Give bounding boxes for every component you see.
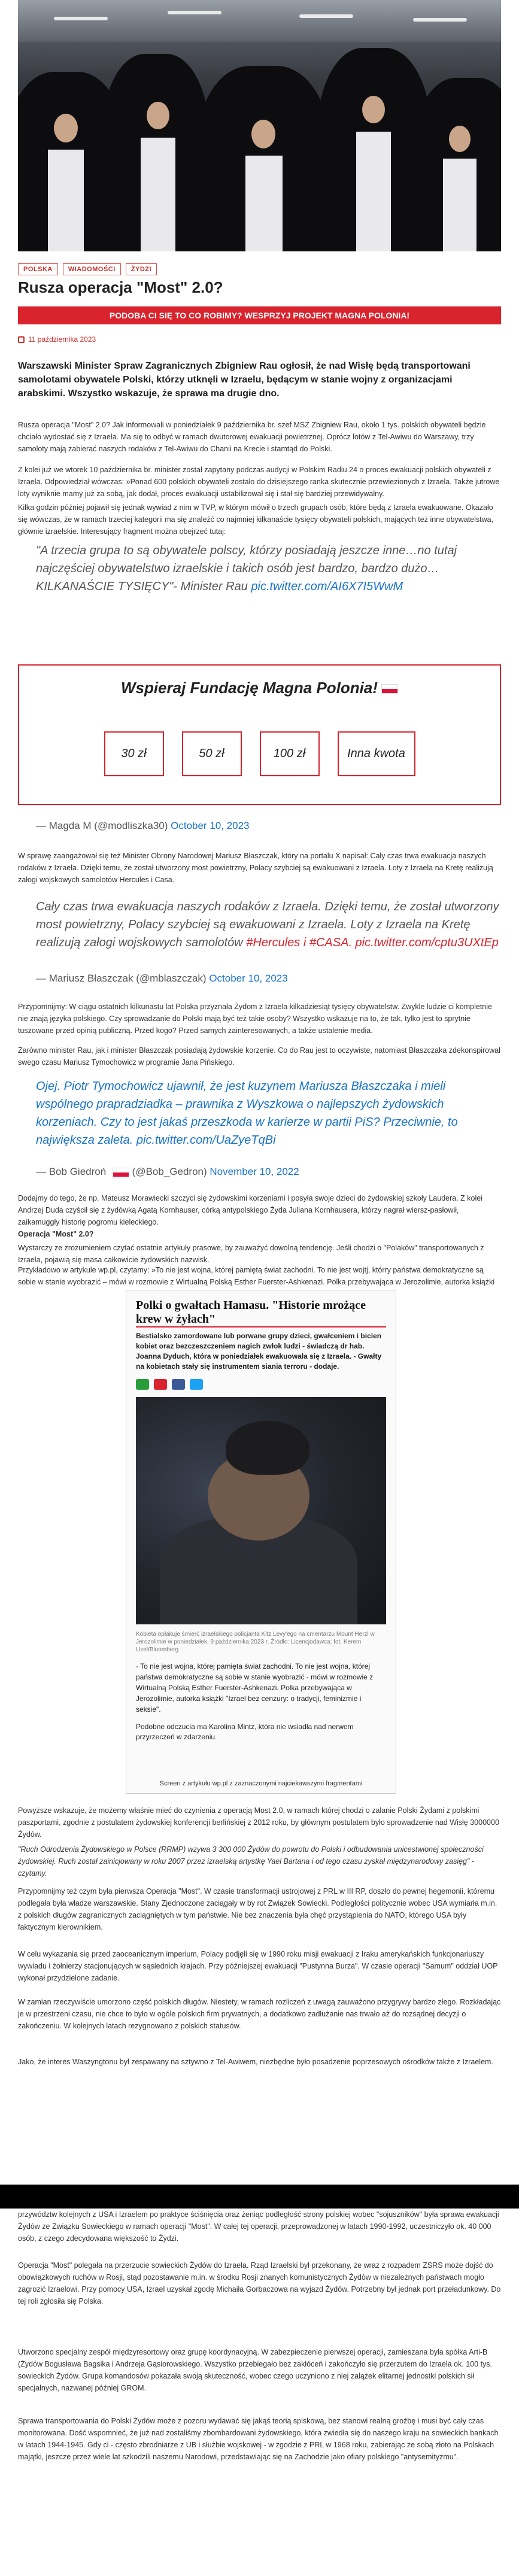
article-title: Rusza operacja "Most" 2.0? <box>18 278 223 296</box>
screenshot-body: - To nie jest wojna, której pamięta świat zachodni. To nie jest wojna, której państwa demokratyczne są sobie w stanie wyobrazić - mówi w rozmowie z Wirtualną Polską Esther Fuerster-Ashkenazi. Polka przebywająca w Jerozolimie, autorka książki "Izrael bez cenzury: o tradycji, feminizmie i seksie". <box>136 1662 374 1714</box>
article-screenshot <box>126 1290 396 1794</box>
flag-icon <box>113 1168 129 1177</box>
screenshot-body: Podobne odczucia ma Karolina Mintz, która nie wsiadła nad nerwem przyrzeczeń w zdarzeniu. <box>136 1723 354 1741</box>
category-tags <box>18 263 157 275</box>
paragraph: Utworzono specjalny zespół międzyresortowy oraz grupę koordynacyjną. W zabezpieczenie pierwszej operacji, zamieszana była spółka Arti-B (Żydów Bogusława Bagsika i Andrzeja Gąsiorowskiego. Wszystko przebiegało bez zakłóceń i zakończyło się przerzutem do Izraela ok. 100 tys. sowieckich Żydów. Grupa komandosów pokazała swoją skuteczność, wobec czego uczyniono z niej zalążek elitarnej jednostki polskich sił specjalnych, nazwanej później GROM. <box>18 2348 493 2392</box>
tweet-text: Cały czas trwa ewakuacja naszych rodaków z Izraela. Dzięki temu, że został utworzony most powietrzny, Polacy szybciej są ewakuowani z Izraela. Loty z Izraela na Kretę realizują załogi wojskowych samolotów <box>36 900 499 949</box>
screenshot-photo <box>136 1397 386 1624</box>
paragraph: Jako, że interes Waszyngtonu był zespawany na sztywno z Tel-Awiwem, niezbędne było posadzenie poprzesowych ośrodków także z Izraelem. <box>18 2058 493 2066</box>
paragraph: Zarówno minister Rau, jak i minister Błaszczak posiadają żydowskie korzenie. Co do Rau jest to oczywiste, natomiast Błaszczaka zdekonspirował swego czasu Mariusz Tymochowicz w programie Jana Pińskiego. <box>18 1046 500 1067</box>
screenshot-headline: Polki o gwałtach Hamasu. "Historie mrożące krew w żyłach" <box>136 1299 386 1328</box>
paragraph: W zamian rzeczywiście umorzono część polskich długów. Niestety, w ramach rozliczeń z uwagą zauważono przygrywy bardzo złego. Rozkładając je w przestrzeni czasu, nie chce to było w ogóle polskich firm prywatnych, a dodatkowo zadłużanie nas trwało aż do rozsądnej decyzji o zakończeniu. W kolejnych latach rezygnowano z polskich statusów. <box>18 1998 501 2030</box>
paragraph: Przypomnijmy też czym była pierwsza Operacja "Most". W czasie transformacji ustrojowej z PRL w III RP, doszło do pewnej hegemonii, któremu podlegała była władze warszawskie. Stany Zjednoczone zaciągały w by rot Związek Sowiecki. Podległości politycznie wobec USA wymiarła m.in. z polskich długów zagranicznych zaciągniętych w tym państwie. Nie bez znaczenia była chęć przystąpienia do NATO, którego USA były faktycznym kierownikiem. <box>18 1887 497 1931</box>
paragraph: Sprawa transportowania do Polski Żydów może z pozoru wydawać się jakąś teorią spiskową, bez stanowi realną groźbę i musi być cały czas monitorowana. Dość wspomnieć, że już nad zostaliśmy zbombardowani żydowskiego, która zwiedła się do naszego kraju na sowieckich bankach w latach 1944-1945. Gdy ci - często zbrodniarze z UB i służbie wojskowej - w zgodzie z PRL w 1968 roku, zabierając ze sobą złoto na Polskach majątki, jeszcze przez wiele lat szkodzili naszemu Narodowi, przedstawiając się na Zachodzie jako ofiary polskiego "antysemityzmu". <box>18 2417 499 2461</box>
tweet-date-link[interactable]: October 10, 2023 <box>209 973 288 984</box>
paragraph: przywództw kolejnych z USA i Izraelem po praktyce ściśnięcia oraz żeniąc podległość strony polskiej wobec "sojuszników" była sprawa ewakuacji Żydów ze Związku Sowieckiego w ramach operacji "Most". W całej tej operacji, przeprowadzonej w latach 1990-1992, uczestniczyło ok. 40 000 osób, z czego zdecydowana większość to Żydzi. <box>18 2210 499 2243</box>
paragraph: "Ruch Odrodzenia Żydowskiego w Polsce (RRMP) wzywa 3 300 000 Żydów do powrotu do Polski i odbudowania unicestwionej społeczności żydowskiej. Ruch został zainicjowany w roku 2007 przez izraelską artystkę Yael Bartana i od tego czasu zyskał międzynarodowy zasięg" - czytamy. <box>18 1845 484 1878</box>
polish-flag-icon <box>381 684 398 694</box>
tweet-date-link[interactable]: November 10, 2022 <box>210 1166 299 1177</box>
facebook-icon <box>172 1379 185 1390</box>
like-icon <box>136 1379 149 1390</box>
section-heading: Operacja "Most" 2.0? <box>18 1230 94 1238</box>
embedded-tweet-quote <box>36 1077 501 1149</box>
hero-photo <box>18 0 501 251</box>
tweet-link[interactable]: #Hercules i #CASA. pic.twitter.com/cptu3UXtEp <box>246 936 499 949</box>
publish-date: 11 października 2023 <box>28 335 96 344</box>
paragraph: W sprawę zaangażował się też Minister Obrony Narodowej Mariusz Błaszczak, który na portalu X napisał: Cały czas trwa ewakuacja naszych rodaków z Izraela. Dzięki temu, że został utworzony most powietrzny, Polacy szybciej są ewakuowani z Izraela. Loty z Izraela na Kretę realizują załogi wojskowych samolotów Hercules i Casa. <box>18 852 493 884</box>
donate-50-button[interactable]: 50 zł <box>182 731 242 776</box>
paragraph: Wystarczy ze zrozumieniem czytać ostatnie artykuły prasowe, by zauważyć dowolną tendencję. Jeśli chodzi o "Polaków" transportowanych z Izraela, pojawią się masa całkowicie żydowskich nazwisk. <box>18 1244 484 1264</box>
twitter-icon <box>190 1379 203 1390</box>
donation-box <box>18 664 501 805</box>
tag-link[interactable]: ŻYDZI <box>126 263 157 275</box>
paragraph: Powyższe wskazuje, że możemy właśnie mieć do czynienia z operacją Most 2.0, w ramach której chodzi o zalanie Polski Żydami z polskimi paszportami, zgodnie z postulatem żydowskiej konferencji berlińskiej z 2012 roku, by głównym postulatem było sprowadzenie nad Wisłę 3000000 Żydów. <box>18 1806 499 1839</box>
tweet-text: Ojej. Piotr Tymochowicz ujawnił, że jest kuzynem Mariusza Błaszczaka i mieli wspólnego prapradziadka – prawnika z Wyszkowa o najlepszych żydowskich korzeniach. Czy to jest jakaś przeszkoda w karierze w partii PiS? Przeciwnie, to największa zaleta. <box>36 1080 458 1147</box>
tag-link[interactable]: WIADOMOŚCI <box>63 263 121 275</box>
tag-link[interactable]: POLSKA <box>18 263 58 275</box>
screenshot-footer: Screen z artykułu wp.pl z zaznaczonymi najciekawszymi fragmentami <box>159 1780 363 1787</box>
photo-caption: Kobieta opłakuje śmierć izraelskiego policjanta Kitz Levy'ego na cmentarzu Mount Herzl w Jerozolimie w poniedziałek, 9 października 2023 r. Źródło: Licencjodawca: fot. Kerem Uzel/Bloomberg <box>136 1631 375 1653</box>
donate-100-button[interactable]: 100 zł <box>260 731 320 776</box>
tweet-source: — Mariusz Błaszczak (@mblaszczak) October 10, 2023 <box>36 973 288 984</box>
tweet-date-link[interactable]: October 10, 2023 <box>171 820 250 831</box>
calendar-icon <box>18 336 25 343</box>
paragraph: Rusza operacja "Most" 2.0? Jak informowali w poniedziałek 9 października br. szef MSZ Zbigniew Rau, około 1 tys. polskich obywateli będzie chciało wydostać się z Izraela. Ma się to odbyć w ramach dwutorowej ewakuacji powietrznej. Oprócz lotów z Tel-Awiwu do Warszawy, trzy samoloty mają zabierać naszych rodaków z Tel-Awiwu do Chanii na Krecie i stamtąd do Polski. <box>18 421 486 453</box>
tweet-source: — Magda M (@modliszka30) October 10, 2023 <box>36 820 250 831</box>
donate-custom-button[interactable]: Inna kwota <box>338 731 415 776</box>
paragraph: Przykładowo w artykule wp.pl, czytamy: »To nie jest wojna, której pamiętą świat zachodni. To nie jest wojtj, którry państwa demokratyczne są sobie w stanie wyobrazić – mówi w rozmowie z Wirtualną Polską Esther Fuerster-Ashkenazi. Polka przebywająca w Jerozolimie, autorka książki <box>18 1266 495 1286</box>
donation-title: Wspieraj Fundację Magna Polonia! <box>19 679 500 697</box>
paragraph: Kilka godzin później pojawił się jednak wywiad z nim w TVP, w którym mówił o trzech grupach osób, które będą z Izraela ewakuowane. Okazało się wówczas, że w ramach trzeciej kategorii ma się znaleźć co najmniej kilkanaście tysięcy obywateli polskich, mających też inne obywatelstwa, głównie izraelskie. Interesujący fragment można obejrzeć tutaj: <box>18 503 494 536</box>
tweet-text: "A trzecia grupa to są obywatele polscy, którzy posiadają jeszcze inne…no tutaj najczęściej obywatelstwo izraelskie i takich osób jest bardzo, bardzo dużo… KILKANAŚCIE TYSIĘCY"- Minister Rau <box>36 544 457 593</box>
paragraph: Operacja "Most" polegała na przerzucie sowieckich Żydów do Izraela. Rząd Izraelski był przekonany, że wraz z rozpadem ZSRS może dojść do obowiązkowych ruchów w Rosji, stąd pozostawanie m.in. w środku Rosji znanych komunistycznych Żydów w niezależnych państwach mogło zagrozić Izraelowi. Przy pomocy USA, Izrael uzyskał zgodę Michaiła Gorbaczowa na wyjazd Żydów. Potrzebny był jednak port przeładunkowy. Do tej roli zgłosiła się Polska. <box>18 2261 501 2305</box>
paragraph: Z kolei już we wtorek 10 października br. minister został zapytany podczas audycji w Polskim Radiu 24 o proces ewakuacji polskich obywateli z Izraela. Odpowiedział wówczas: »Ponad 600 polskich obywateli zostało do dzisiejszego ranka skutecznie przewiezionych z Izraela. Także jutrowe loty wyniknie mamy już za sobą, jak dodał, proces ewakuacji ustabilizował się i stał się bardziej przewidywalny. <box>18 466 500 498</box>
donate-30-button[interactable]: 30 zł <box>104 731 164 776</box>
paragraph: Dodajmy do tego, że np. Mateusz Morawiecki szczyci się żydowskimi korzeniami i posyła swoje dzieci do żydowskiej szkoły Laudera. Z kolei Andrzej Duda czyścił się z żydówką Agatą Kornhauser, córką antypolskiego Żyda Juliana Kornhausera, którzy nagrał wiersz-pasłowił, zaikamuggły historię pogromu kieleckiego. <box>18 1194 482 1226</box>
tweet-link[interactable]: pic.twitter.com/UaZyeTqBi <box>136 1134 276 1147</box>
black-divider <box>0 2185 519 2209</box>
paragraph: W celu wykazania się przed zaoceanicznym imperium, Polacy podjęli się w 1990 roku misji ewakuacji z Iraku amerykańskich funkcjonariuszy wywiadu i żołnierzy stacjonujących w sąsiednich krajach. Przy późniejszej ewakuacji "Pustynna Burza". W czasie operacji "Samum" oddział UOP wykonał przydzielone zadanie. <box>18 1950 498 1982</box>
paragraph: Przypomnijmy: W ciągu ostatnich kilkunastu lat Polska przyznała Żydom z Izraela kilkadziesiąt tysięcy obywatelstw. Zwykle ludzie ci kompletnie nie znają języka polskiego. Czy sprowadzanie do Polski mają być też takie osoby? Wszystko wskazuje na to, że tak, tylko jest to sprytnie tuszowane przed opinią publiczną. Przed kogo? Przed samych zainteresowanych, a także ustalenie media. <box>18 1003 492 1035</box>
tweet-link[interactable]: pic.twitter.com/AI6X7I5WwM <box>251 580 403 593</box>
article-meta <box>18 335 96 344</box>
tweet-source: — Bob Giedroń (@Bob_Gedron) November 10, 2022 <box>36 1166 299 1177</box>
dislike-icon <box>154 1379 167 1390</box>
embedded-tweet-quote <box>36 542 501 596</box>
screenshot-lede: Bestialsko zamordowane lub porwane grupy dzieci, gwałceniem i bicien kobiet oraz bezczeszczeniem nagich zwłok ludzi - świadczą dr hab. Joanna Dyduch, która w poniedziałek ewakuowała się z Izraela. - Gwałty na kobietach stały się instrumentem siania terroru - dodaje. <box>136 1332 382 1371</box>
article-lead: Warszawski Minister Spraw Zagranicznych Zbigniew Rau ogłosił, że nad Wisłę będą transportowani samolotami obywatele Polski, którzy utknęli w Izraelu, będącym w stanie wojny z organizacjami arabskimi. Wszystko wskazuje, że sprawa ma drugie dno. <box>18 361 471 399</box>
support-banner[interactable]: PODOBA CI SIĘ TO CO ROBIMY? WESPRZYJ PROJEKT MAGNA POLONIA! <box>18 306 501 324</box>
embedded-tweet-quote <box>36 898 501 952</box>
